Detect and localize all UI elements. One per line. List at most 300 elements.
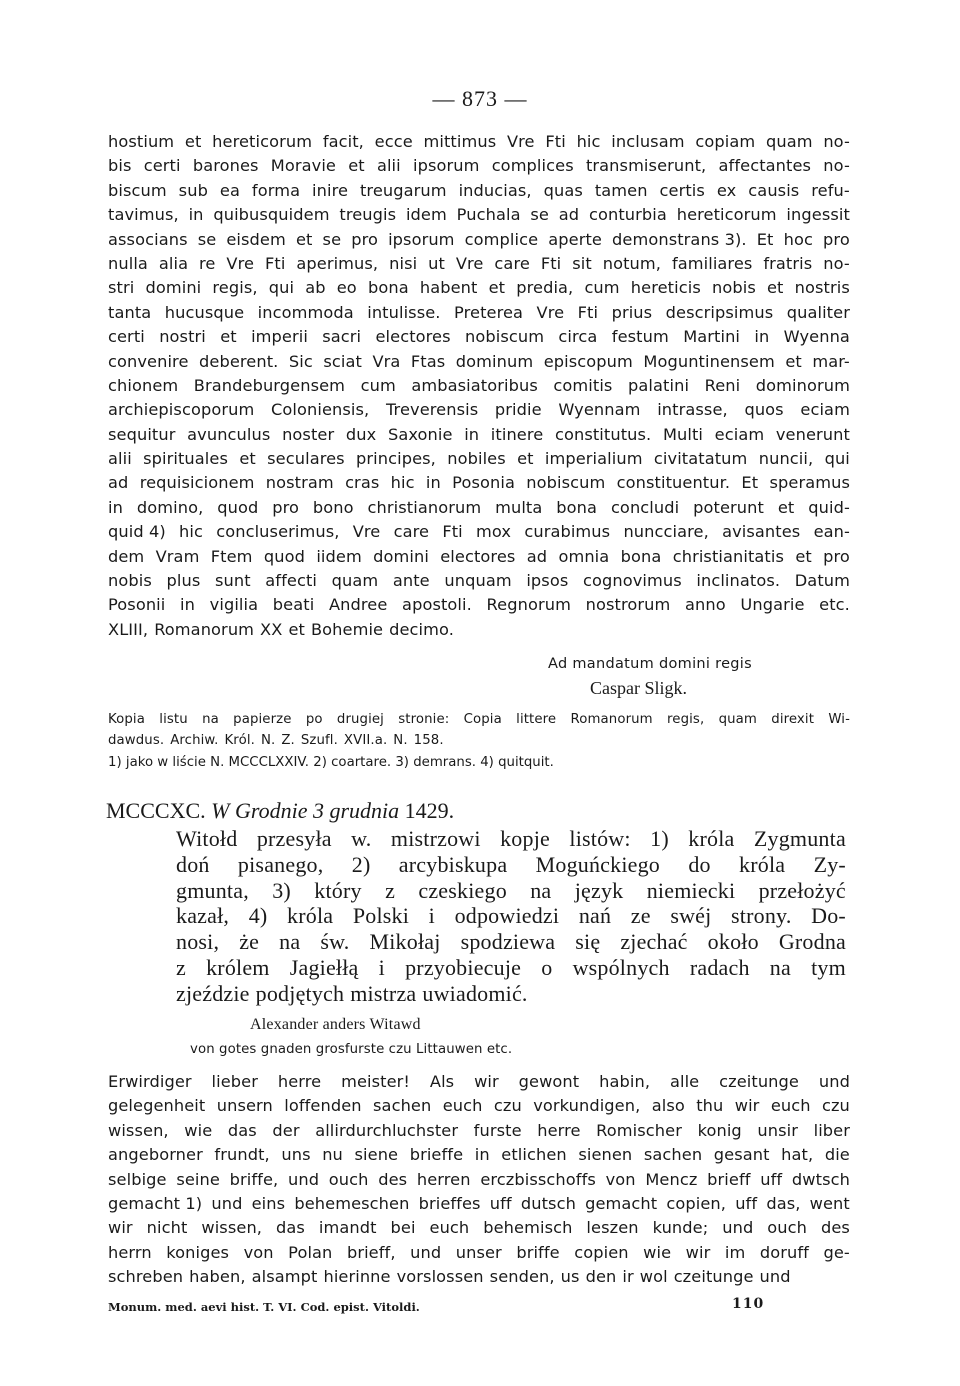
- word: notum,: [602, 253, 662, 273]
- word: Sic: [288, 351, 313, 371]
- archival-note: [108, 709, 850, 751]
- word: do: [688, 851, 711, 877]
- word: das: [227, 1120, 257, 1140]
- word: Fti: [442, 522, 463, 542]
- word: went: [809, 1193, 850, 1213]
- word: avunculus: [187, 424, 271, 444]
- word: Vra: [372, 351, 401, 371]
- word: electores: [375, 327, 451, 347]
- word: des: [820, 1218, 850, 1238]
- word: Romischer: [596, 1120, 682, 1140]
- word: von: [243, 1242, 274, 1262]
- word: sacri: [322, 327, 362, 347]
- word: briffe,: [229, 1169, 279, 1189]
- regest-line: [176, 826, 846, 852]
- word: Ftem: [210, 546, 253, 566]
- word: Fti: [545, 132, 566, 151]
- word: die: [824, 1145, 850, 1165]
- word: Kopia: [108, 712, 145, 727]
- word: et: [220, 327, 237, 347]
- word: habin,: [599, 1072, 651, 1091]
- word: dwtsch: [791, 1169, 850, 1189]
- word: hoc: [783, 229, 813, 249]
- word: nobiscum: [464, 327, 545, 347]
- word: strony.: [731, 903, 792, 929]
- word: nobis: [711, 278, 756, 298]
- word: alsampt: [251, 1267, 318, 1287]
- word: alii: [108, 449, 132, 469]
- word: euch: [442, 1096, 483, 1116]
- word: Jagiełłą: [289, 954, 359, 980]
- word: i: [378, 954, 385, 980]
- latin-line: [108, 350, 850, 374]
- word: demonstrans 3).: [612, 229, 747, 249]
- word: papierze: [233, 712, 292, 727]
- word: tamen: [594, 180, 648, 200]
- word: in: [425, 473, 441, 493]
- word: zjechać: [620, 929, 688, 955]
- word: avisantes: [722, 522, 801, 542]
- word: 3): [272, 877, 291, 903]
- word: Brandeburgensem: [193, 375, 346, 395]
- word: N.: [393, 733, 408, 748]
- word: speramus: [769, 473, 850, 493]
- word: że: [239, 929, 260, 955]
- word: wissen,: [201, 1218, 263, 1238]
- word: przesyła: [256, 826, 332, 851]
- word: transmiserunt,: [585, 156, 707, 176]
- word: Ftas: [410, 351, 446, 371]
- word: hic: [576, 132, 601, 151]
- word: imperialium: [544, 449, 643, 469]
- word: et: [348, 156, 365, 176]
- note-line: [108, 709, 850, 730]
- signature-line-2: Caspar Sligk.: [590, 678, 687, 698]
- word: quam: [718, 712, 757, 727]
- word: affecti: [265, 571, 318, 591]
- word: des: [378, 1169, 408, 1189]
- word: incommoda: [257, 302, 354, 322]
- word: wir: [685, 1242, 711, 1262]
- word: hic: [179, 522, 203, 542]
- word: regis,: [667, 712, 705, 727]
- word: intulisse.: [367, 302, 441, 322]
- word: stronie:: [398, 712, 450, 727]
- word: ipsorum: [388, 229, 455, 249]
- word: brieff: [707, 1169, 751, 1189]
- word: der: [272, 1120, 300, 1140]
- word: und: [818, 1072, 850, 1091]
- word: gewont: [518, 1072, 580, 1091]
- word: wissen,: [108, 1120, 169, 1140]
- word: pro: [351, 229, 378, 249]
- word: in: [108, 497, 123, 517]
- word: kopje: [500, 826, 550, 851]
- word: fratris: [763, 253, 813, 273]
- word: Wi-: [828, 712, 850, 727]
- word: quos: [744, 400, 784, 420]
- latin-line: [108, 154, 850, 178]
- word: Król.: [224, 733, 255, 748]
- word: Grodna: [778, 929, 846, 955]
- word: et: [184, 132, 202, 151]
- word: doń: [176, 851, 210, 877]
- latin-line: [108, 130, 850, 154]
- word: Polan: [288, 1242, 333, 1262]
- word: associans: [108, 229, 188, 249]
- word: uns: [281, 1145, 311, 1165]
- word: hereticis: [630, 278, 701, 298]
- word: imperii: [251, 327, 308, 347]
- word: decimo.: [389, 619, 454, 639]
- word: herre: [277, 1072, 322, 1091]
- word: ir: [622, 1267, 634, 1287]
- word: hucusque: [164, 302, 245, 322]
- word: littere: [516, 712, 557, 727]
- word: króla: [287, 903, 334, 929]
- word: care: [393, 522, 430, 542]
- word: Andree: [328, 595, 388, 615]
- word: frundt,: [214, 1145, 270, 1165]
- word: nuncciare,: [623, 522, 709, 542]
- word: forma: [251, 180, 301, 200]
- word: facit,: [322, 132, 364, 151]
- word: etlichen: [501, 1145, 567, 1165]
- word: bona: [556, 497, 598, 517]
- word: certi: [143, 156, 181, 176]
- latin-line: [108, 276, 850, 300]
- word: i: [428, 903, 435, 929]
- word: furste: [473, 1120, 522, 1140]
- word: sienen: [578, 1145, 633, 1165]
- german-line: [108, 1143, 850, 1167]
- word: bona: [620, 546, 662, 566]
- sender-name: Alexander anders Witawd: [250, 1016, 421, 1033]
- word: se: [322, 229, 342, 249]
- word: nuncii,: [758, 449, 814, 469]
- word: constituentur.: [616, 473, 731, 493]
- word: Regnorum: [486, 595, 571, 615]
- word: prius: [611, 302, 653, 322]
- word: ex: [716, 180, 737, 200]
- word: iidem: [316, 546, 362, 566]
- latin-line: [108, 228, 850, 252]
- word: bono: [312, 497, 354, 517]
- word: pridie: [494, 400, 542, 420]
- word: ge-: [823, 1242, 850, 1262]
- latin-line: [108, 447, 850, 471]
- word: nostris: [794, 278, 850, 298]
- word: sub: [178, 180, 208, 200]
- word: 2): [351, 851, 371, 877]
- word: gmunta,: [176, 877, 249, 903]
- word: seculares: [267, 449, 345, 469]
- word: beati: [272, 595, 315, 615]
- word: który: [314, 877, 362, 903]
- word: ingessit: [786, 205, 850, 225]
- word: Romanorum: [154, 619, 255, 639]
- word: Vre: [536, 302, 565, 322]
- word: bis: [108, 156, 132, 176]
- word: XVII.a.: [343, 733, 388, 748]
- word: predia,: [516, 278, 574, 298]
- word: et: [295, 229, 313, 249]
- word: Moguntinensem: [643, 351, 775, 371]
- word: treugis: [339, 205, 397, 225]
- word: na: [769, 954, 791, 980]
- word: arcybiskupa: [398, 851, 508, 877]
- word: XLIII,: [108, 619, 149, 639]
- word: concluserimus,: [216, 522, 340, 542]
- page-number: — 873 —: [432, 86, 528, 111]
- word: na: [279, 929, 301, 955]
- word: etc.: [819, 595, 850, 615]
- word: aperimus,: [296, 253, 379, 273]
- word: senden,: [489, 1267, 555, 1287]
- word: wie: [643, 1242, 672, 1262]
- latin-line: [108, 374, 850, 398]
- word: Vre: [352, 522, 381, 542]
- signature-line-1: Ad mandatum domini regis: [548, 656, 752, 672]
- word: euch: [429, 1218, 470, 1238]
- word: electores: [440, 546, 516, 566]
- word: et: [795, 546, 812, 566]
- latin-line: [108, 618, 850, 642]
- word: spirituales: [143, 449, 228, 469]
- word: ea: [219, 180, 240, 200]
- word: konig: [697, 1120, 742, 1140]
- word: gesant: [713, 1145, 770, 1165]
- word: przełożyć: [758, 877, 846, 903]
- word: dominorum: [755, 375, 850, 395]
- word: affectantes: [718, 156, 812, 176]
- word: descripsimus: [665, 302, 774, 322]
- word: qui: [824, 449, 850, 469]
- word: cum: [360, 375, 396, 395]
- word: quam: [765, 132, 813, 151]
- word: zjeździe: [176, 980, 250, 1006]
- word: et: [517, 449, 534, 469]
- word: drugiej: [336, 712, 384, 727]
- word: czeskiego: [418, 877, 507, 903]
- word: brieffes: [418, 1193, 481, 1213]
- word: intrasse,: [657, 400, 728, 420]
- word: das: [276, 1218, 305, 1238]
- word: direxit: [771, 712, 815, 727]
- word: im: [724, 1242, 746, 1262]
- word: ouch: [328, 1169, 369, 1189]
- word: inclinatos.: [696, 571, 781, 591]
- word: also: [651, 1096, 685, 1116]
- word: curabimus: [524, 522, 611, 542]
- word: listów:: [569, 826, 631, 851]
- word: sachen: [643, 1145, 703, 1165]
- word: und: [287, 1169, 320, 1189]
- word: briffe: [516, 1242, 560, 1262]
- word: requisicionem: [139, 473, 255, 493]
- word: in: [180, 595, 196, 615]
- word: Reni: [704, 375, 741, 395]
- word: von: [605, 1169, 636, 1189]
- latin-line: [108, 593, 850, 617]
- word: Et: [756, 229, 774, 249]
- word: ambasiatoribus: [411, 375, 538, 395]
- word: erczbisschoffs: [480, 1169, 596, 1189]
- word: mistrzowi: [390, 826, 481, 851]
- word: pro: [272, 497, 300, 517]
- word: na: [202, 712, 219, 727]
- word: hereticorum: [212, 132, 313, 151]
- regest-line: [176, 852, 846, 878]
- word: brieffe: [409, 1145, 464, 1165]
- word: et: [288, 619, 305, 639]
- word: N.: [260, 733, 276, 748]
- word: Mikołaj: [369, 929, 441, 955]
- word: christianitatis: [672, 546, 785, 566]
- word: thu: [696, 1096, 724, 1116]
- word: herren: [416, 1169, 471, 1189]
- word: uff: [489, 1193, 512, 1213]
- word: treugarum: [359, 180, 447, 200]
- word: selbige: [108, 1169, 167, 1189]
- word: regis,: [212, 278, 258, 298]
- word: circa: [558, 327, 598, 347]
- word: dominum: [455, 351, 534, 371]
- word: na: [530, 877, 552, 903]
- word: czeitunge: [719, 1072, 799, 1091]
- word: wir: [474, 1072, 499, 1091]
- footnotes: 1) jako w liście N. MCCCLXXIV. 2) coartare. 3) demrans. 4) quitquit.: [108, 755, 554, 770]
- word: unsern: [216, 1096, 273, 1116]
- word: dutsch: [520, 1193, 576, 1213]
- word: ut: [428, 253, 445, 273]
- latin-line: [108, 569, 850, 593]
- word: allirdurchluchster: [315, 1120, 459, 1140]
- word: Coloniensis,: [270, 400, 370, 420]
- word: barones: [192, 156, 259, 176]
- word: eisdem: [226, 229, 286, 249]
- german-text-block: [108, 1070, 850, 1290]
- word: Datum: [794, 571, 850, 591]
- word: Szufl.: [300, 733, 338, 748]
- regest-summary: [176, 826, 846, 1007]
- word: anno: [684, 595, 726, 615]
- word: ipsorum: [412, 156, 480, 176]
- word: copien,: [666, 1193, 727, 1213]
- word: quid-: [808, 497, 850, 517]
- word: wspólnych: [572, 954, 670, 980]
- word: ze: [630, 903, 651, 929]
- document-number: MCCCXC.: [106, 798, 206, 823]
- word: quid 4): [108, 522, 166, 542]
- word: quod: [263, 546, 305, 566]
- word: causis: [748, 180, 800, 200]
- word: alia: [158, 253, 189, 273]
- word: Polski: [352, 903, 410, 929]
- word: Fti: [577, 302, 599, 322]
- word: quas: [543, 180, 583, 200]
- word: ipsos: [526, 571, 569, 591]
- footer-source: Monum. med. aevi hist. T. VI. Cod. epist. Vitoldi.: [108, 1300, 420, 1314]
- word: certi: [108, 327, 145, 347]
- word: biscum: [108, 180, 167, 200]
- word: bei: [390, 1218, 416, 1238]
- word: comitis: [553, 375, 613, 395]
- word: aperte: [548, 229, 602, 249]
- word: tanta: [108, 302, 152, 322]
- word: se: [197, 229, 217, 249]
- word: inducias,: [458, 180, 532, 200]
- word: hierinne: [323, 1267, 391, 1287]
- word: sunt: [214, 571, 251, 591]
- word: nań: [578, 903, 612, 929]
- word: itinere: [490, 424, 544, 444]
- word: convenire: [108, 351, 189, 371]
- word: Witołd: [176, 826, 238, 851]
- word: ean-: [813, 522, 850, 542]
- word: episcopum: [543, 351, 633, 371]
- word: behemisch: [483, 1218, 573, 1238]
- word: in: [188, 205, 204, 225]
- latin-line: [108, 301, 850, 325]
- word: quod: [217, 497, 259, 517]
- word: z: [385, 877, 396, 903]
- word: Fti: [264, 253, 286, 273]
- word: et: [488, 278, 506, 298]
- latin-line: [108, 423, 850, 447]
- word: Martini: [683, 327, 741, 347]
- word: Do-: [811, 903, 846, 929]
- word: et: [239, 449, 256, 469]
- german-line: [108, 1119, 850, 1143]
- word: po: [305, 712, 323, 727]
- word: brieff,: [346, 1242, 396, 1262]
- word: das,: [766, 1193, 801, 1213]
- word: herrn: [108, 1242, 152, 1262]
- word: plus: [166, 571, 201, 591]
- footer-signature-mark: 110: [732, 1296, 765, 1312]
- word: Preterea: [454, 302, 524, 322]
- word: 1): [650, 826, 669, 851]
- word: radach: [689, 954, 750, 980]
- word: re: [199, 253, 216, 273]
- word: leszen: [586, 1218, 639, 1238]
- word: Treverensis: [385, 400, 479, 420]
- latin-line: [108, 325, 850, 349]
- word: deberent.: [199, 351, 279, 371]
- word: copiam: [695, 132, 756, 151]
- word: Vre: [506, 132, 535, 151]
- word: ad: [558, 205, 580, 225]
- word: festum: [611, 327, 669, 347]
- word: eo: [336, 278, 357, 298]
- document-year: 1429.: [404, 798, 455, 823]
- word: Mencz: [645, 1169, 698, 1189]
- word: nostram: [265, 473, 334, 493]
- word: unser: [455, 1242, 502, 1262]
- word: sit: [572, 253, 592, 273]
- sender-title: von gotes gnaden grosfurste czu Littauwen etc.: [190, 1042, 513, 1057]
- document-place-date: W Grodnie 3 grudnia: [211, 798, 400, 823]
- word: wir: [734, 1096, 760, 1116]
- word: domino,: [136, 497, 204, 517]
- word: und: [722, 1218, 754, 1238]
- word: idem: [405, 205, 447, 225]
- word: Z.: [281, 733, 295, 748]
- word: loffenden: [284, 1096, 362, 1116]
- word: vorkundigen,: [533, 1096, 641, 1116]
- word: tavimus,: [108, 205, 179, 225]
